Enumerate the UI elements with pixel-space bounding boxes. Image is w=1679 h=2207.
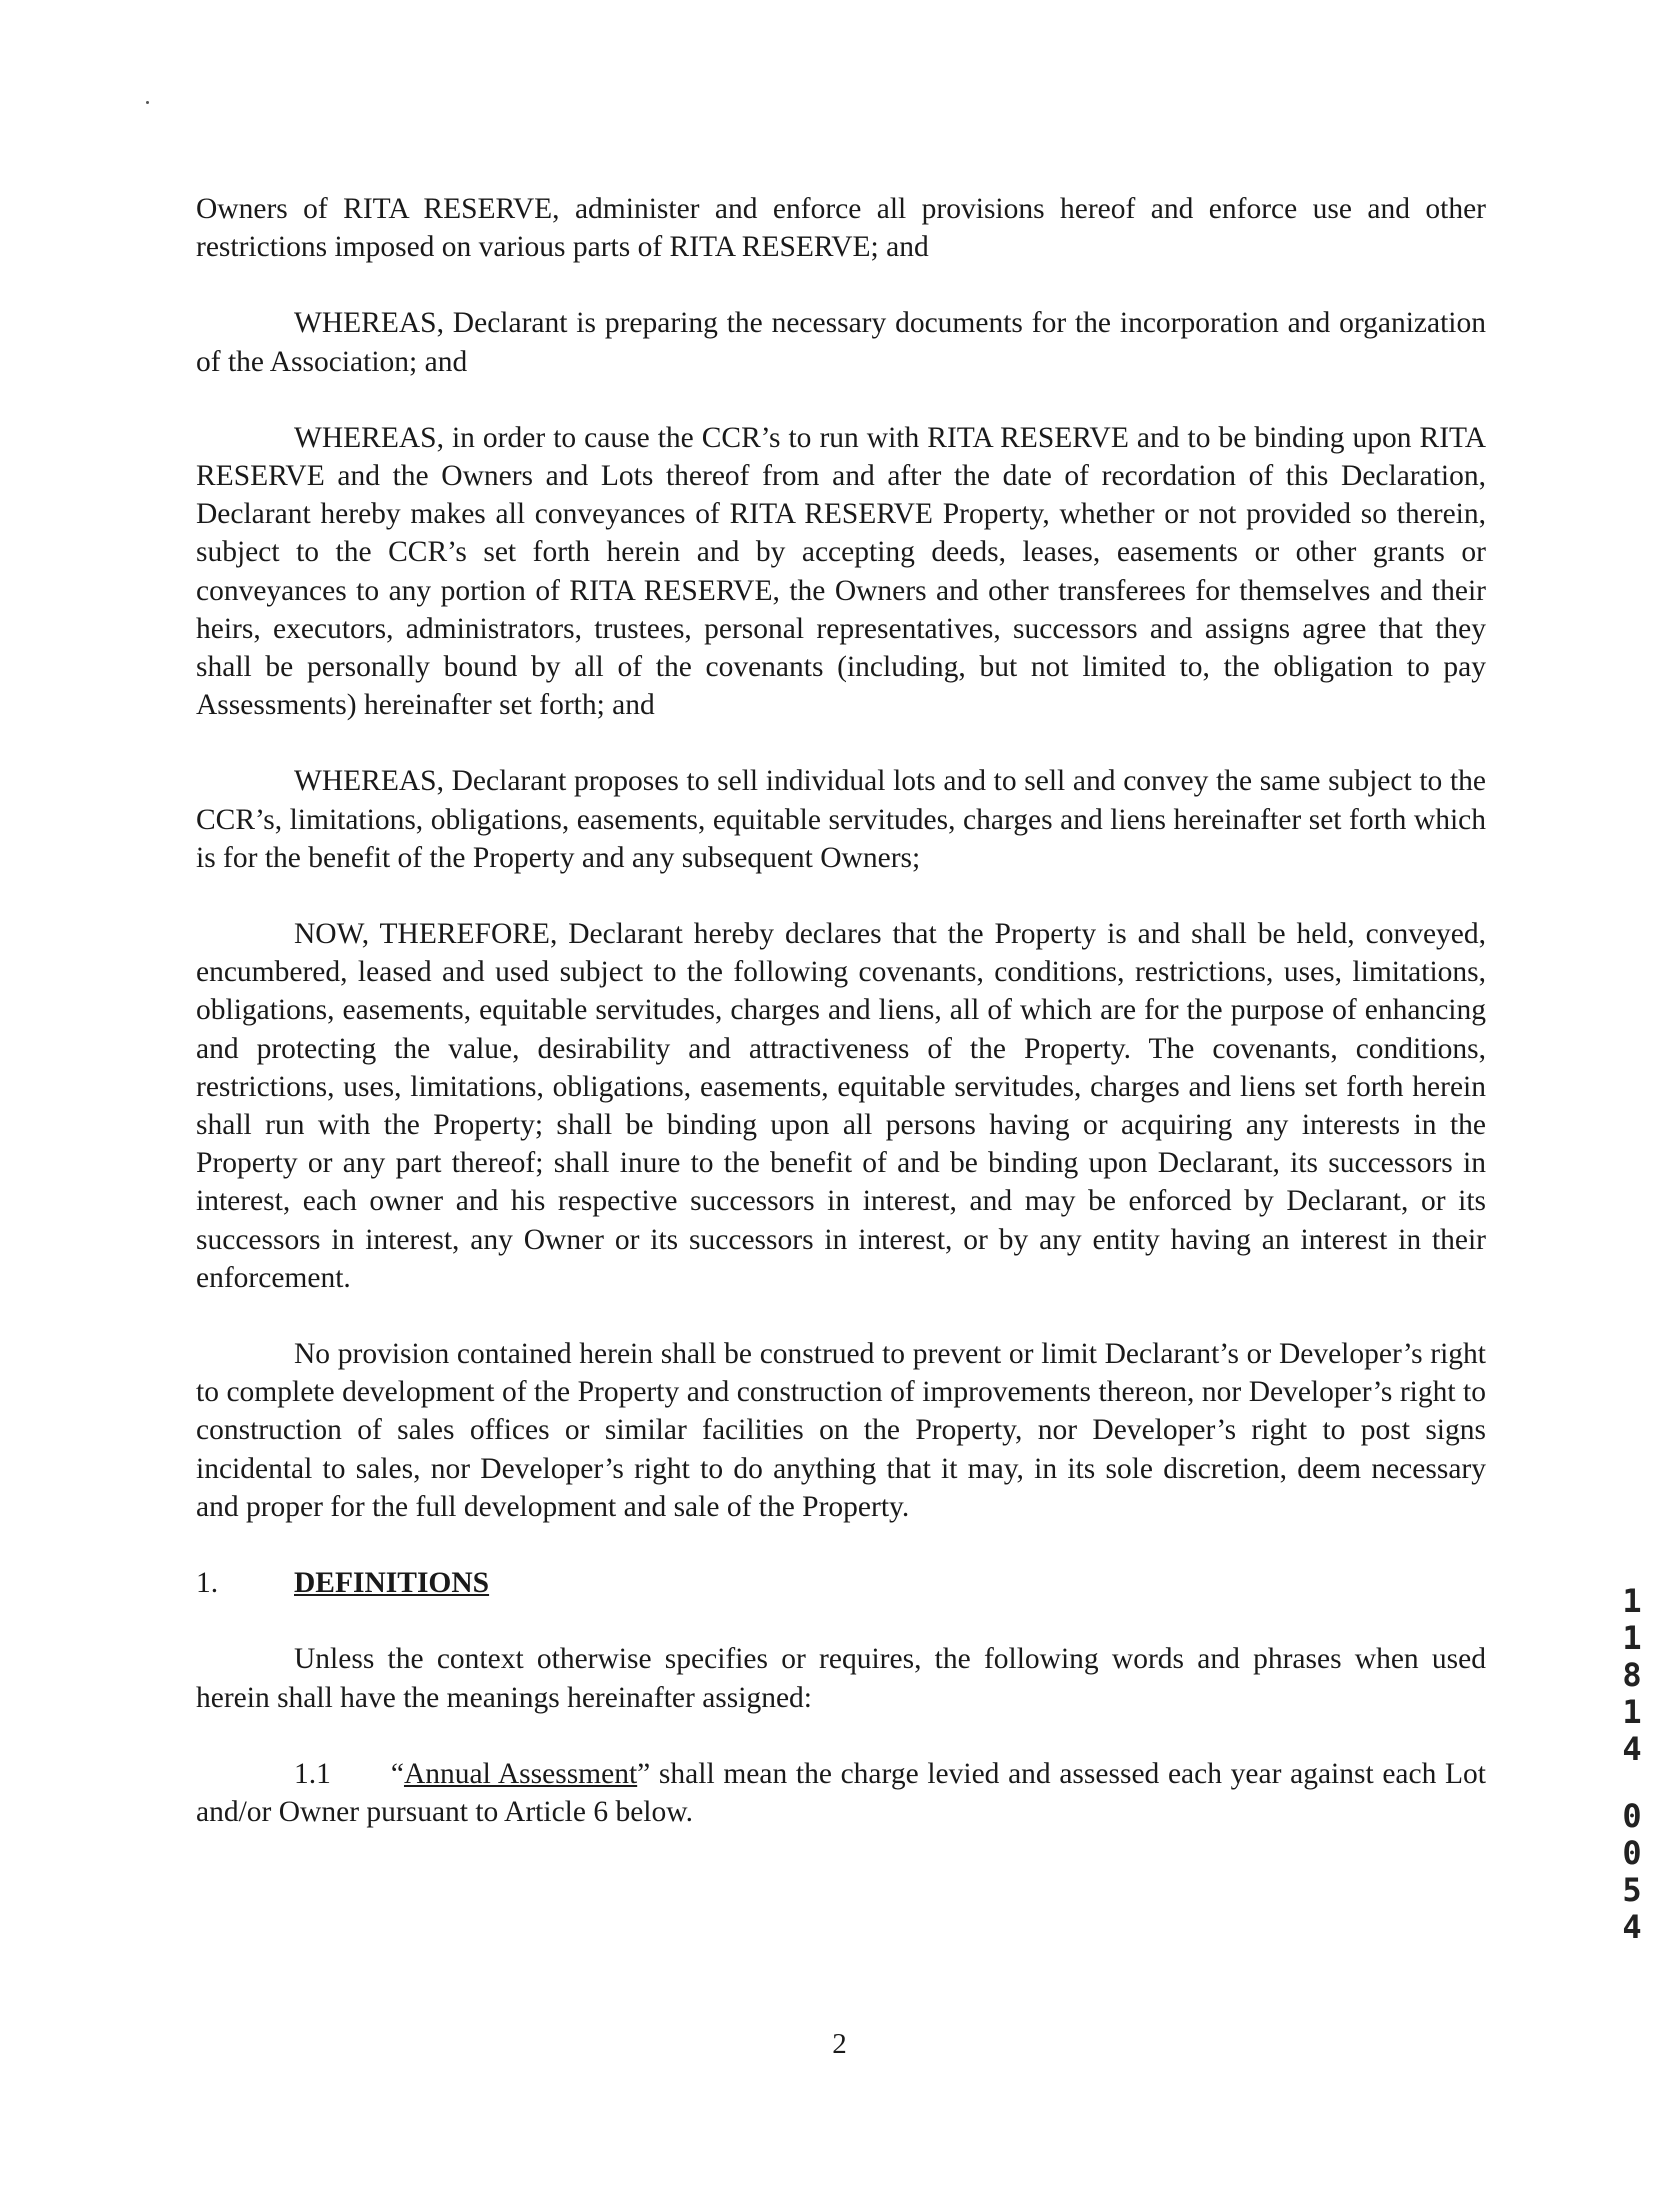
section-title: DEFINITIONS [294,1567,490,1600]
stamp-digit: 8 [1622,1656,1642,1694]
stamp-digit: 0 [1622,1834,1642,1872]
scan-speck [146,101,149,104]
section-heading-definitions [196,1564,1486,1602]
paragraph-no-provision: No provision contained herein shall be construed to prevent or limit Declarant’s or Developer’s right to complete development of the Property and construction of improvements thereon, nor Developer’s right to construction of sales offices or similar facilities on the Property, nor Developer’s right to post signs incidental to sales, nor Developer’s right to do anything that it may, in its sole discretion, deem necessary and proper for the full development and sale of the Property. [196,1338,1486,1523]
definition-open-quote: “ [390,1757,404,1790]
paragraph-whereas-ccrs: WHEREAS, in order to cause the CCR’s to run with RITA RESERVE and to be binding upon RITA RESERVE and the Owners and Lots thereof from and after the date of recordation of this Declaration, Declarant hereby makes all conveyances of RITA RESERVE Property, whether or not provided so therein, subject to the CCR’s set forth herein and by accepting deeds, leases, easements or other grants or conveyances to any portion of RITA RESERVE, the Owners and other transferees for themselves and their heirs, executors, administrators, trustees, personal representatives, successors and assigns agree that they shall be personally bound by all of the covenants (including, but not limited to, the obligation to pay Assessments) hereinafter set forth; and [196,421,1486,722]
definition-term: Annual Assessment [403,1757,638,1790]
definition-number: 1.1 [294,1757,331,1790]
recording-stamp [1612,1583,1652,1946]
stamp-gap [1612,1768,1652,1798]
paragraph-whereas-association: WHEREAS, Declarant is preparing the necessary documents for the incorporation and organization of the Association; and [196,307,1486,378]
paragraph-owners-continued: Owners of RITA RESERVE, administer and enforce all provisions hereof and enforce use and other restrictions imposed on various parts of RITA RESERVE; and [196,193,1486,264]
stamp-digit: 1 [1622,1582,1642,1620]
stamp-digit: 1 [1622,1619,1642,1657]
section-number: 1. [196,1567,219,1600]
stamp-digit: 4 [1622,1730,1642,1768]
document-body [196,190,1486,1869]
page-number: 2 [832,2028,847,2060]
paragraph-now-therefore: NOW, THEREFORE, Declarant hereby declares that the Property is and shall be held, conveyed, encumbered, leased and used subject to the following covenants, conditions, restrictions, uses, limitations, obligations, easements, equitable servitudes, charges and liens, all of which are for the purpose of enhancing and protecting the value, desirability and attractiveness of the Property. The covenants, conditions, restrictions, uses, limitations, obligations, easements, equitable servitudes, charges and liens set forth herein shall run with the Property; shall be binding upon all persons having or acquiring any interests in the Property or any part thereof; shall inure to the benefit of and be binding upon Declarant, its successors in interest, each owner and his respective successors in interest, and may be enforced by Declarant, or its successors in interest, any Owner or its successors in interest, or by any entity having an interest in their enforcement. [196,918,1486,1294]
stamp-digit: 4 [1622,1908,1642,1946]
definition-text: ” shall mean the charge levied and assessed each year against each Lot and/or Owner pursuant to Article 6 below. [196,1757,1486,1828]
definitions-intro: Unless the context otherwise specifies or requires, the following words and phrases when used herein shall have the meanings hereinafter assigned: [196,1643,1486,1714]
stamp-digit: 0 [1622,1797,1642,1835]
stamp-digit: 5 [1622,1871,1642,1909]
paragraph-whereas-sell-lots: WHEREAS, Declarant proposes to sell individual lots and to sell and convey the same subject to the CCR’s, limitations, obligations, easements, equitable servitudes, charges and liens hereinafter set forth which is for the benefit of the Property and any subsequent Owners; [196,765,1486,874]
stamp-digit: 1 [1622,1693,1642,1731]
definition-annual-assessment [196,1755,1486,1831]
